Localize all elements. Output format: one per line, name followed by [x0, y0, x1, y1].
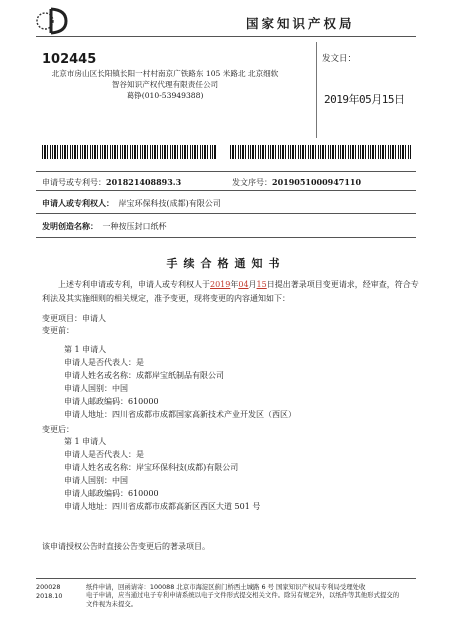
after-line: 申请人姓名或名称：岸宝环保科技(成都)有限公司	[64, 463, 239, 472]
request-year: 2019	[210, 280, 231, 289]
cnipa-logo	[36, 6, 70, 36]
serial-value: 2019051000947110	[272, 177, 362, 187]
para-intro: 上述专利申请或专利，申请人或专利权人于	[58, 280, 210, 289]
form-date: 2018.10	[36, 592, 63, 600]
closing-note: 该申请授权公告时直接公告变更后的著录项目。	[42, 542, 210, 551]
barcode	[42, 145, 217, 159]
field-rule	[36, 190, 416, 191]
before-label: 变更前：	[42, 326, 74, 335]
serial-number	[232, 177, 361, 188]
field-rule	[36, 171, 416, 172]
address-line: 智谷知识产权代理有限责任公司	[111, 80, 219, 89]
before-line: 第 1 申请人	[64, 345, 107, 354]
notice-title: 手续合格通知书	[166, 257, 286, 270]
before-line: 申请人国别：中国	[64, 384, 128, 393]
app-no-value: 201821408893.3	[106, 177, 182, 187]
year-unit: 年	[230, 280, 239, 289]
before-line: 申请人姓名或名称：成都岸宝纸制品有限公司	[64, 371, 224, 380]
day-unit: 日	[266, 280, 275, 289]
address-line: 葛铮(010-53949388)	[126, 91, 204, 100]
after-label: 变更后：	[42, 425, 74, 434]
invention-label: 发明创造名称：	[42, 221, 98, 231]
field-rule	[36, 213, 416, 214]
application-number	[42, 177, 181, 188]
form-number: 200028	[36, 583, 61, 591]
invention-field	[42, 221, 167, 232]
footer-line: 文件视为未提交。	[86, 599, 138, 608]
header-rule	[36, 36, 416, 37]
after-line: 申请人国别：中国	[64, 476, 128, 485]
before-line: 申请人邮政编码：610000	[64, 397, 159, 406]
footer-rule	[36, 578, 416, 579]
request-month: 04	[238, 280, 249, 289]
applicant-value: 岸宝环保科技(成都)有限公司	[118, 199, 221, 208]
after-line: 申请人邮政编码：610000	[64, 489, 159, 498]
applicant-field	[42, 198, 221, 209]
barcode	[230, 145, 412, 159]
month-unit: 月	[248, 280, 257, 289]
footer-notes	[86, 583, 416, 608]
invention-value: 一种按压封口纸杯	[102, 222, 167, 231]
footer-line: 纸件申请，回函请寄：100088 北京市海淀区蓟门桥西土城路 6 号 国家知识产权局专利局受理处收	[86, 583, 366, 591]
before-list	[64, 344, 296, 422]
before-line: 申请人地址：四川省成都市成都国家高新技术产业开发区（西区）	[64, 410, 296, 419]
date-box-divider	[316, 42, 317, 138]
send-date: 2019年05月15日	[324, 93, 405, 106]
notice-paragraph	[42, 278, 424, 306]
applicant-label: 申请人或专利权人：	[42, 198, 114, 208]
app-no-label: 申请号或专利号：	[42, 178, 106, 187]
after-line: 申请人是否代表人：是	[64, 450, 144, 459]
after-list	[64, 436, 260, 514]
para-rest: 提出著录项目变更请求，经审查，符合专利法及其实施细则的相关规定，准予变更，现将变更的内容通知如下：	[42, 280, 419, 303]
serial-label: 发文序号：	[232, 178, 272, 187]
after-line: 第 1 申请人	[64, 437, 107, 446]
change-item: 变更项目：申请人	[42, 314, 106, 323]
office-name: 国家知识产权局	[246, 16, 355, 31]
doc-code: 102445	[42, 52, 97, 67]
send-date-label: 发文日：	[322, 54, 357, 64]
after-line: 申请人地址：四川省成都市成都高新区西区大道 501 号	[64, 502, 261, 511]
address-line: 北京市房山区长阳镇长阳一村村南京广铁路东 105 米路北 北京细软	[51, 69, 279, 78]
field-rule	[36, 237, 416, 238]
before-line: 申请人是否代表人：是	[64, 358, 144, 367]
footer-line: 电子申请，应当通过电子专利申请系统以电子文件形式提交相关文件。除另有规定外，以纸件等其他形式提交的	[86, 591, 400, 600]
recipient-address	[20, 68, 310, 101]
request-day: 15	[256, 280, 267, 289]
